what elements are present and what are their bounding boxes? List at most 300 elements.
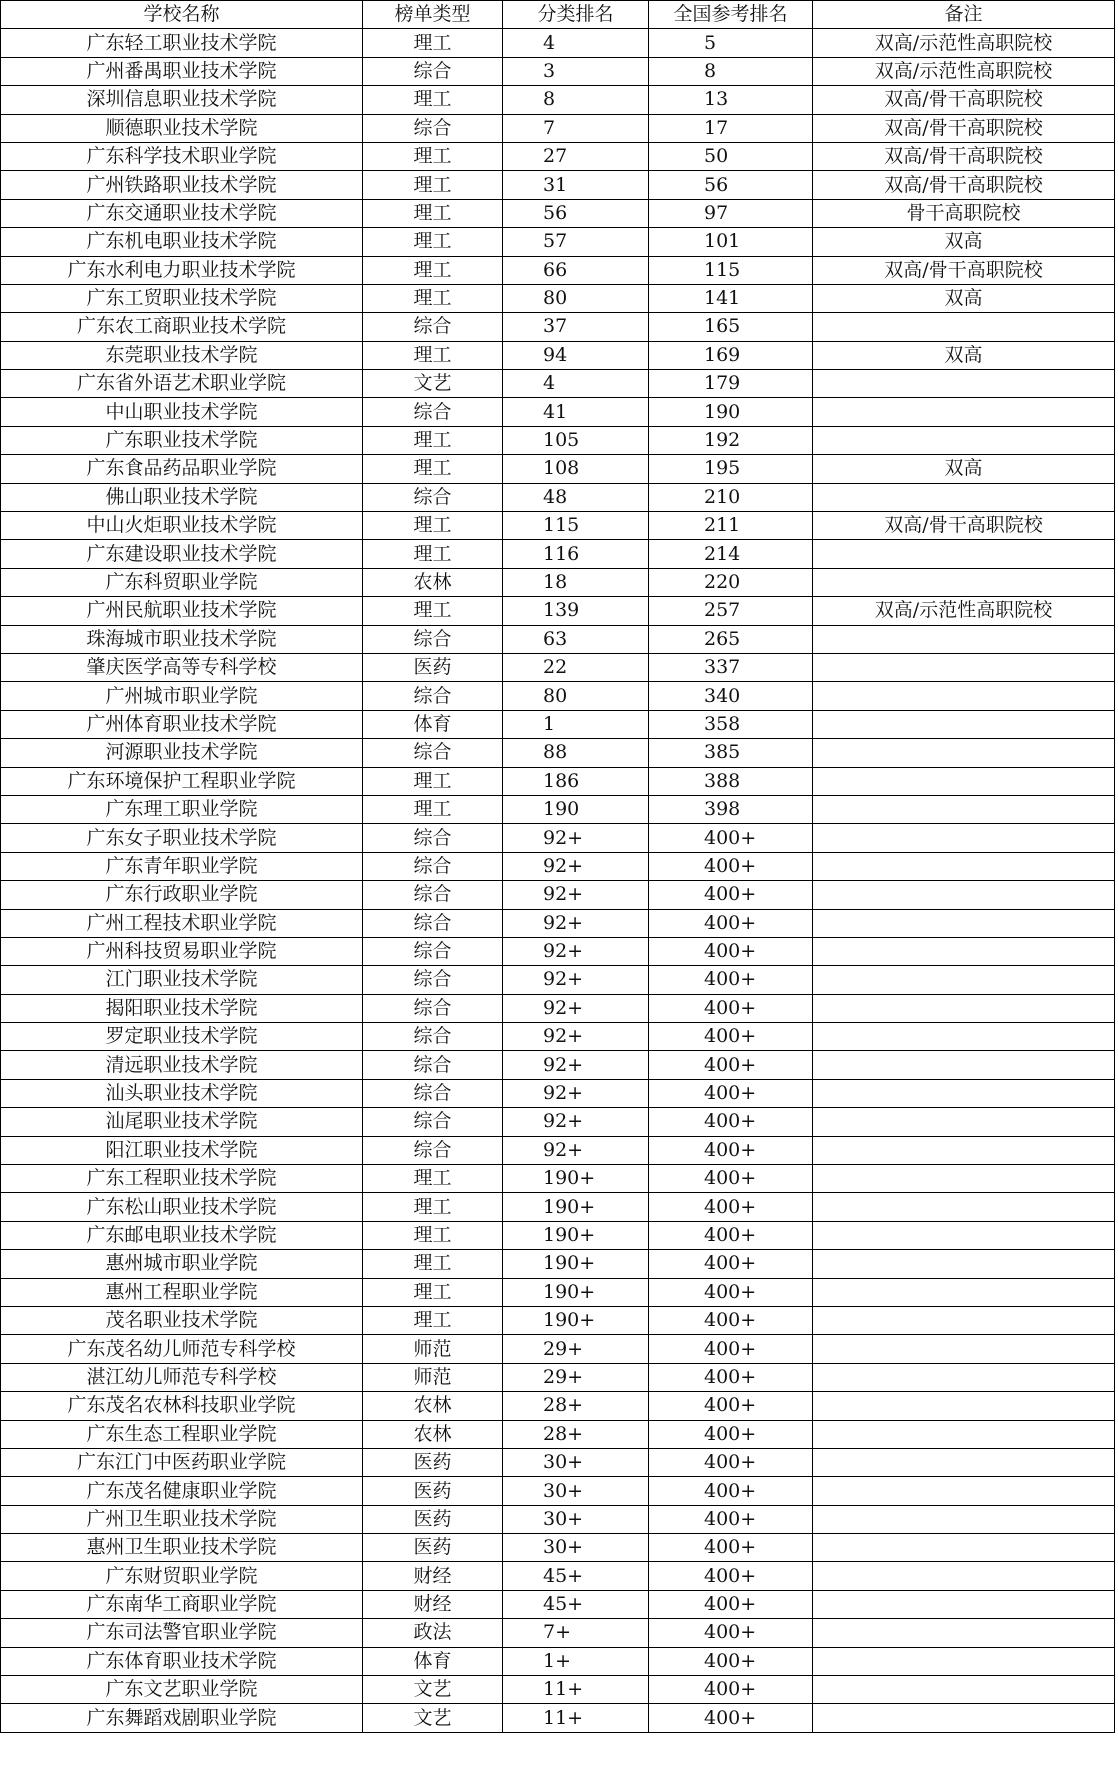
remarks-cell [813, 937, 1115, 965]
remarks-cell [813, 426, 1115, 454]
school-name-cell: 广州工程技术职业学院 [1, 909, 363, 937]
school-name-cell: 广东水利电力职业技术学院 [1, 256, 363, 284]
national-rank-cell: 13 [649, 86, 813, 114]
category-rank-cell: 92+ [503, 966, 649, 994]
remarks-cell: 双高/骨干高职院校 [813, 142, 1115, 170]
national-rank-cell: 400+ [649, 1676, 813, 1704]
remarks-cell [813, 739, 1115, 767]
list-type-cell: 综合 [363, 114, 503, 142]
category-rank-cell: 80 [503, 682, 649, 710]
table-row [1, 512, 1115, 540]
category-rank-cell: 92+ [503, 1079, 649, 1107]
national-rank-cell: 195 [649, 455, 813, 483]
category-rank-cell: 190+ [503, 1306, 649, 1334]
table-body [1, 29, 1115, 1732]
list-type-cell: 综合 [363, 682, 503, 710]
list-type-cell: 师范 [363, 1335, 503, 1363]
list-type-cell: 综合 [363, 313, 503, 341]
remarks-cell [813, 1335, 1115, 1363]
remarks-cell [813, 1534, 1115, 1562]
national-rank-cell: 400+ [649, 1647, 813, 1675]
national-rank-cell: 400+ [649, 1448, 813, 1476]
school-name-cell: 中山火炬职业技术学院 [1, 512, 363, 540]
national-rank-cell: 101 [649, 228, 813, 256]
list-type-cell: 综合 [363, 1108, 503, 1136]
national-rank-cell: 265 [649, 625, 813, 653]
remarks-cell: 双高/示范性高职院校 [813, 597, 1115, 625]
list-type-cell: 医药 [363, 1448, 503, 1476]
table-row [1, 426, 1115, 454]
school-name-cell: 清远职业技术学院 [1, 1051, 363, 1079]
school-name-cell: 惠州城市职业学院 [1, 1250, 363, 1278]
remarks-cell [813, 795, 1115, 823]
national-rank-cell: 400+ [649, 909, 813, 937]
remarks-cell: 双高 [813, 341, 1115, 369]
school-name-cell: 阳江职业技术学院 [1, 1136, 363, 1164]
category-rank-cell: 4 [503, 370, 649, 398]
remarks-cell [813, 1477, 1115, 1505]
national-rank-cell: 8 [649, 57, 813, 85]
category-rank-cell: 11+ [503, 1704, 649, 1732]
table-row [1, 1023, 1115, 1051]
school-name-cell: 广东工贸职业技术学院 [1, 284, 363, 312]
school-name-cell: 广东茂名健康职业学院 [1, 1477, 363, 1505]
national-rank-cell: 5 [649, 29, 813, 57]
category-rank-cell: 29+ [503, 1335, 649, 1363]
list-type-cell: 综合 [363, 937, 503, 965]
national-rank-cell: 400+ [649, 1306, 813, 1334]
table-row [1, 1619, 1115, 1647]
list-type-cell: 农林 [363, 568, 503, 596]
list-type-cell: 体育 [363, 1647, 503, 1675]
category-rank-cell: 92+ [503, 824, 649, 852]
national-rank-cell: 400+ [649, 1534, 813, 1562]
national-rank-cell: 165 [649, 313, 813, 341]
remarks-cell: 双高/骨干高职院校 [813, 86, 1115, 114]
national-rank-cell: 400+ [649, 1420, 813, 1448]
school-name-cell: 茂名职业技术学院 [1, 1306, 363, 1334]
list-type-cell: 理工 [363, 455, 503, 483]
list-type-cell: 理工 [363, 767, 503, 795]
category-rank-cell: 22 [503, 653, 649, 681]
national-rank-cell: 400+ [649, 1392, 813, 1420]
remarks-cell [813, 1676, 1115, 1704]
category-rank-cell: 45+ [503, 1562, 649, 1590]
remarks-cell: 双高 [813, 455, 1115, 483]
school-name-cell: 广东职业技术学院 [1, 426, 363, 454]
category-rank-cell: 37 [503, 313, 649, 341]
table-row [1, 114, 1115, 142]
category-rank-cell: 92+ [503, 937, 649, 965]
list-type-cell: 综合 [363, 1079, 503, 1107]
list-type-cell: 理工 [363, 29, 503, 57]
school-name-cell: 广东青年职业学院 [1, 852, 363, 880]
list-type-cell: 综合 [363, 398, 503, 426]
remarks-cell [813, 1278, 1115, 1306]
remarks-cell [813, 370, 1115, 398]
category-rank-cell: 56 [503, 199, 649, 227]
remarks-cell [813, 824, 1115, 852]
category-rank-cell: 28+ [503, 1420, 649, 1448]
national-rank-cell: 179 [649, 370, 813, 398]
list-type-cell: 师范 [363, 1363, 503, 1391]
table-row [1, 1165, 1115, 1193]
table-row [1, 653, 1115, 681]
category-rank-cell: 186 [503, 767, 649, 795]
table-row [1, 881, 1115, 909]
remarks-cell [813, 625, 1115, 653]
list-type-cell: 体育 [363, 710, 503, 738]
list-type-cell: 财经 [363, 1562, 503, 1590]
school-name-cell: 珠海城市职业技术学院 [1, 625, 363, 653]
table-row [1, 1477, 1115, 1505]
list-type-cell: 综合 [363, 966, 503, 994]
category-rank-cell: 66 [503, 256, 649, 284]
list-type-cell: 综合 [363, 739, 503, 767]
school-name-cell: 广东农工商职业技术学院 [1, 313, 363, 341]
list-type-cell: 医药 [363, 653, 503, 681]
school-name-cell: 深圳信息职业技术学院 [1, 86, 363, 114]
list-type-cell: 医药 [363, 1477, 503, 1505]
list-type-cell: 理工 [363, 1193, 503, 1221]
list-type-cell: 理工 [363, 142, 503, 170]
category-rank-cell: 190+ [503, 1193, 649, 1221]
list-type-cell: 理工 [363, 795, 503, 823]
list-type-cell: 农林 [363, 1420, 503, 1448]
list-type-cell: 文艺 [363, 370, 503, 398]
national-rank-cell: 400+ [649, 1619, 813, 1647]
remarks-cell [813, 568, 1115, 596]
school-name-cell: 广东体育职业技术学院 [1, 1647, 363, 1675]
national-rank-cell: 115 [649, 256, 813, 284]
header-row [1, 1, 1115, 29]
national-rank-cell: 400+ [649, 1278, 813, 1306]
list-type-cell: 综合 [363, 1023, 503, 1051]
list-type-cell: 理工 [363, 1165, 503, 1193]
list-type-cell: 综合 [363, 57, 503, 85]
table-row [1, 284, 1115, 312]
table-row [1, 1534, 1115, 1562]
national-rank-cell: 400+ [649, 994, 813, 1022]
school-name-cell: 肇庆医学高等专科学校 [1, 653, 363, 681]
national-rank-cell: 210 [649, 483, 813, 511]
remarks-cell [813, 682, 1115, 710]
table-row [1, 483, 1115, 511]
school-name-cell: 东莞职业技术学院 [1, 341, 363, 369]
school-name-cell: 佛山职业技术学院 [1, 483, 363, 511]
table-row [1, 228, 1115, 256]
table-row [1, 710, 1115, 738]
table-row [1, 1250, 1115, 1278]
national-rank-cell: 141 [649, 284, 813, 312]
national-rank-cell: 398 [649, 795, 813, 823]
list-type-cell: 理工 [363, 86, 503, 114]
category-rank-cell: 108 [503, 455, 649, 483]
remarks-cell [813, 710, 1115, 738]
national-rank-cell: 400+ [649, 1505, 813, 1533]
list-type-cell: 理工 [363, 1306, 503, 1334]
national-rank-cell: 56 [649, 171, 813, 199]
school-name-cell: 广东松山职业技术学院 [1, 1193, 363, 1221]
list-type-cell: 理工 [363, 512, 503, 540]
category-rank-cell: 30+ [503, 1534, 649, 1562]
list-type-cell: 理工 [363, 256, 503, 284]
remarks-cell [813, 313, 1115, 341]
school-name-cell: 广东财贸职业学院 [1, 1562, 363, 1590]
remarks-cell [813, 483, 1115, 511]
school-name-cell: 广东建设职业技术学院 [1, 540, 363, 568]
school-name-cell: 广东行政职业学院 [1, 881, 363, 909]
remarks-cell [813, 1221, 1115, 1249]
national-rank-cell: 400+ [649, 1193, 813, 1221]
table-row [1, 341, 1115, 369]
remarks-cell [813, 966, 1115, 994]
table-row [1, 1108, 1115, 1136]
table-row [1, 1221, 1115, 1249]
category-rank-cell: 28+ [503, 1392, 649, 1420]
school-name-cell: 广东文艺职业学院 [1, 1676, 363, 1704]
category-rank-cell: 88 [503, 739, 649, 767]
table-row [1, 256, 1115, 284]
remarks-cell [813, 653, 1115, 681]
list-type-cell: 理工 [363, 540, 503, 568]
list-type-cell: 财经 [363, 1590, 503, 1618]
list-type-cell: 理工 [363, 284, 503, 312]
school-name-cell: 河源职业技术学院 [1, 739, 363, 767]
list-type-cell: 综合 [363, 852, 503, 880]
remarks-cell: 双高/骨干高职院校 [813, 512, 1115, 540]
category-rank-cell: 92+ [503, 852, 649, 880]
national-rank-cell: 17 [649, 114, 813, 142]
category-rank-cell: 4 [503, 29, 649, 57]
remarks-cell: 双高/示范性高职院校 [813, 57, 1115, 85]
list-type-cell: 理工 [363, 1278, 503, 1306]
category-rank-cell: 8 [503, 86, 649, 114]
list-type-cell: 综合 [363, 483, 503, 511]
school-name-cell: 广东省外语艺术职业学院 [1, 370, 363, 398]
school-name-cell: 广东邮电职业技术学院 [1, 1221, 363, 1249]
school-name-cell: 广州番禺职业技术学院 [1, 57, 363, 85]
table-row [1, 1136, 1115, 1164]
list-type-cell: 医药 [363, 1534, 503, 1562]
table-row [1, 1363, 1115, 1391]
table-row [1, 1392, 1115, 1420]
table-row [1, 568, 1115, 596]
category-rank-cell: 45+ [503, 1590, 649, 1618]
remarks-cell [813, 1562, 1115, 1590]
remarks-cell [813, 852, 1115, 880]
list-type-cell: 理工 [363, 597, 503, 625]
national-rank-cell: 97 [649, 199, 813, 227]
remarks-cell: 双高 [813, 284, 1115, 312]
school-name-cell: 广州科技贸易职业学院 [1, 937, 363, 965]
national-rank-cell: 400+ [649, 1562, 813, 1590]
table-row [1, 1505, 1115, 1533]
table-row [1, 795, 1115, 823]
remarks-cell [813, 1420, 1115, 1448]
school-name-cell: 广东茂名农林科技职业学院 [1, 1392, 363, 1420]
table-row [1, 398, 1115, 426]
national-rank-cell: 400+ [649, 1023, 813, 1051]
category-rank-cell: 7+ [503, 1619, 649, 1647]
table-row [1, 1306, 1115, 1334]
category-rank-cell: 190+ [503, 1250, 649, 1278]
table-row [1, 29, 1115, 57]
remarks-cell [813, 1193, 1115, 1221]
table-row [1, 199, 1115, 227]
national-rank-cell: 220 [649, 568, 813, 596]
category-rank-cell: 190+ [503, 1165, 649, 1193]
table-row [1, 1448, 1115, 1476]
remarks-cell [813, 1165, 1115, 1193]
national-rank-cell: 400+ [649, 1590, 813, 1618]
school-name-cell: 广东交通职业技术学院 [1, 199, 363, 227]
remarks-cell [813, 881, 1115, 909]
remarks-cell [813, 1647, 1115, 1675]
national-rank-cell: 257 [649, 597, 813, 625]
national-rank-cell: 400+ [649, 852, 813, 880]
category-rank-cell: 7 [503, 114, 649, 142]
school-name-cell: 广州卫生职业技术学院 [1, 1505, 363, 1533]
school-name-cell: 惠州工程职业学院 [1, 1278, 363, 1306]
category-rank-cell: 27 [503, 142, 649, 170]
remarks-cell [813, 994, 1115, 1022]
school-name-cell: 广东司法警官职业学院 [1, 1619, 363, 1647]
category-rank-cell: 92+ [503, 994, 649, 1022]
table-row [1, 909, 1115, 937]
table-row [1, 313, 1115, 341]
remarks-cell [813, 767, 1115, 795]
table-row [1, 1278, 1115, 1306]
school-name-cell: 中山职业技术学院 [1, 398, 363, 426]
category-rank-cell: 30+ [503, 1477, 649, 1505]
table-row [1, 455, 1115, 483]
list-type-cell: 理工 [363, 171, 503, 199]
list-type-cell: 文艺 [363, 1704, 503, 1732]
remarks-cell: 双高/骨干高职院校 [813, 114, 1115, 142]
table-row [1, 937, 1115, 965]
table-row [1, 767, 1115, 795]
national-rank-cell: 400+ [649, 1108, 813, 1136]
national-rank-cell: 400+ [649, 1136, 813, 1164]
remarks-cell [813, 1136, 1115, 1164]
category-rank-cell: 92+ [503, 909, 649, 937]
remarks-cell [813, 1619, 1115, 1647]
school-name-cell: 广州民航职业技术学院 [1, 597, 363, 625]
header-category-rank: 分类排名 [503, 1, 649, 29]
list-type-cell: 综合 [363, 881, 503, 909]
category-rank-cell: 1+ [503, 1647, 649, 1675]
list-type-cell: 综合 [363, 625, 503, 653]
category-rank-cell: 31 [503, 171, 649, 199]
national-rank-cell: 400+ [649, 1363, 813, 1391]
school-name-cell: 广东轻工职业技术学院 [1, 29, 363, 57]
table-row [1, 1647, 1115, 1675]
school-name-cell: 江门职业技术学院 [1, 966, 363, 994]
remarks-cell: 骨干高职院校 [813, 199, 1115, 227]
school-name-cell: 广州城市职业学院 [1, 682, 363, 710]
list-type-cell: 综合 [363, 824, 503, 852]
national-rank-cell: 400+ [649, 966, 813, 994]
remarks-cell [813, 1250, 1115, 1278]
remarks-cell [813, 1392, 1115, 1420]
table-row [1, 852, 1115, 880]
list-type-cell: 政法 [363, 1619, 503, 1647]
school-name-cell: 广州体育职业技术学院 [1, 710, 363, 738]
remarks-cell: 双高/示范性高职院校 [813, 29, 1115, 57]
national-rank-cell: 400+ [649, 937, 813, 965]
national-rank-cell: 214 [649, 540, 813, 568]
school-name-cell: 广东机电职业技术学院 [1, 228, 363, 256]
header-remarks: 备注 [813, 1, 1115, 29]
category-rank-cell: 94 [503, 341, 649, 369]
list-type-cell: 理工 [363, 228, 503, 256]
national-rank-cell: 400+ [649, 881, 813, 909]
school-name-cell: 顺德职业技术学院 [1, 114, 363, 142]
table-row [1, 597, 1115, 625]
category-rank-cell: 190 [503, 795, 649, 823]
list-type-cell: 理工 [363, 1221, 503, 1249]
table-row [1, 540, 1115, 568]
header-list-type: 榜单类型 [363, 1, 503, 29]
table-row [1, 1562, 1115, 1590]
list-type-cell: 理工 [363, 199, 503, 227]
category-rank-cell: 116 [503, 540, 649, 568]
school-name-cell: 广东生态工程职业学院 [1, 1420, 363, 1448]
school-name-cell: 广州铁路职业技术学院 [1, 171, 363, 199]
school-name-cell: 广东茂名幼儿师范专科学校 [1, 1335, 363, 1363]
table-row [1, 86, 1115, 114]
school-name-cell: 广东理工职业学院 [1, 795, 363, 823]
category-rank-cell: 80 [503, 284, 649, 312]
category-rank-cell: 92+ [503, 881, 649, 909]
table-row [1, 824, 1115, 852]
list-type-cell: 理工 [363, 341, 503, 369]
category-rank-cell: 3 [503, 57, 649, 85]
remarks-cell [813, 1079, 1115, 1107]
table-row [1, 739, 1115, 767]
remarks-cell [813, 1363, 1115, 1391]
category-rank-cell: 11+ [503, 1676, 649, 1704]
table-row [1, 171, 1115, 199]
list-type-cell: 医药 [363, 1505, 503, 1533]
list-type-cell: 农林 [363, 1392, 503, 1420]
category-rank-cell: 190+ [503, 1278, 649, 1306]
national-rank-cell: 192 [649, 426, 813, 454]
national-rank-cell: 400+ [649, 1335, 813, 1363]
national-rank-cell: 400+ [649, 1250, 813, 1278]
table-row [1, 1079, 1115, 1107]
school-name-cell: 湛江幼儿师范专科学校 [1, 1363, 363, 1391]
remarks-cell [813, 1448, 1115, 1476]
table-row [1, 625, 1115, 653]
national-rank-cell: 190 [649, 398, 813, 426]
table-row [1, 1676, 1115, 1704]
category-rank-cell: 48 [503, 483, 649, 511]
remarks-cell: 双高 [813, 228, 1115, 256]
national-rank-cell: 50 [649, 142, 813, 170]
list-type-cell: 综合 [363, 1136, 503, 1164]
category-rank-cell: 190+ [503, 1221, 649, 1249]
category-rank-cell: 139 [503, 597, 649, 625]
category-rank-cell: 92+ [503, 1136, 649, 1164]
category-rank-cell: 30+ [503, 1448, 649, 1476]
school-name-cell: 广东南华工商职业学院 [1, 1590, 363, 1618]
remarks-cell [813, 1505, 1115, 1533]
category-rank-cell: 57 [503, 228, 649, 256]
remarks-cell [813, 398, 1115, 426]
category-rank-cell: 18 [503, 568, 649, 596]
